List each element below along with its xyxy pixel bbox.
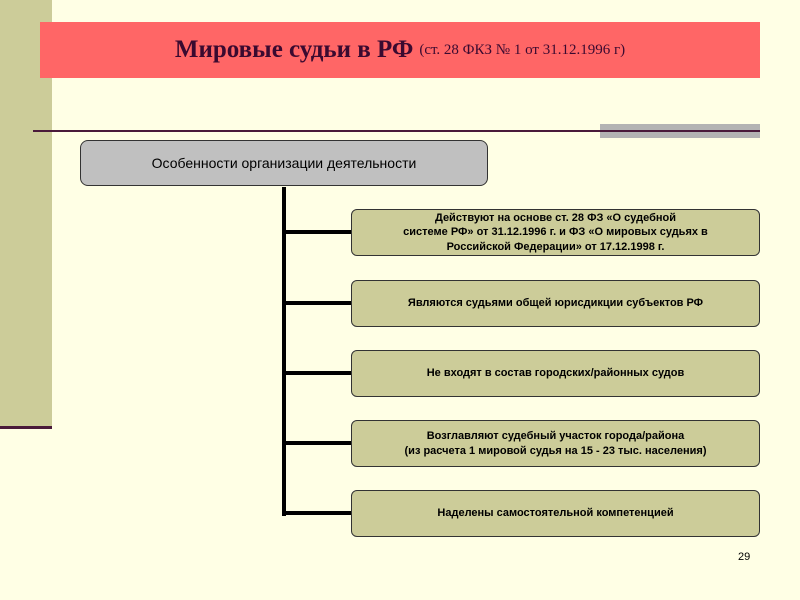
diagram-root-box: Особенности организации деятельности — [80, 140, 488, 186]
decorative-sidebar-line — [0, 426, 52, 429]
diagram-branch-connector — [282, 441, 352, 445]
diagram-item-jurisdiction: Являются судьями общей юрисдикции субъектов РФ — [351, 280, 760, 327]
horizontal-rule — [33, 130, 600, 132]
diagram-branch-connector — [282, 301, 352, 305]
diagram-branch-connector — [282, 371, 352, 375]
diagram-item-legal-basis: Действуют на основе ст. 28 ФЗ «О судебной системе РФ» от 31.12.1996 г. и ФЗ «О мировых судьях в Российской Федерации» от 17.12.1998 г. — [351, 209, 760, 256]
slide-title: Мировые судьи в РФ — [174, 36, 414, 63]
diagram-item-competence: Наделены самостоятельной компетенцией — [351, 490, 760, 537]
rule-accent-line — [600, 130, 760, 132]
page-number: 29 — [738, 551, 751, 563]
diagram-item-court-structure: Не входят в состав городских/районных судов — [351, 350, 760, 397]
slide-subtitle: (ст. 28 ФКЗ № 1 от 31.12.1996 г) — [419, 41, 626, 58]
diagram-item-judicial-district: Возглавляют судебный участок города/района (из расчета 1 мировой судья на 15 - 23 тыс. населения) — [351, 420, 760, 467]
diagram-branch-connector — [282, 230, 352, 234]
title-banner — [40, 22, 760, 78]
diagram-branch-connector — [282, 511, 352, 515]
diagram-trunk-connector — [282, 187, 286, 516]
